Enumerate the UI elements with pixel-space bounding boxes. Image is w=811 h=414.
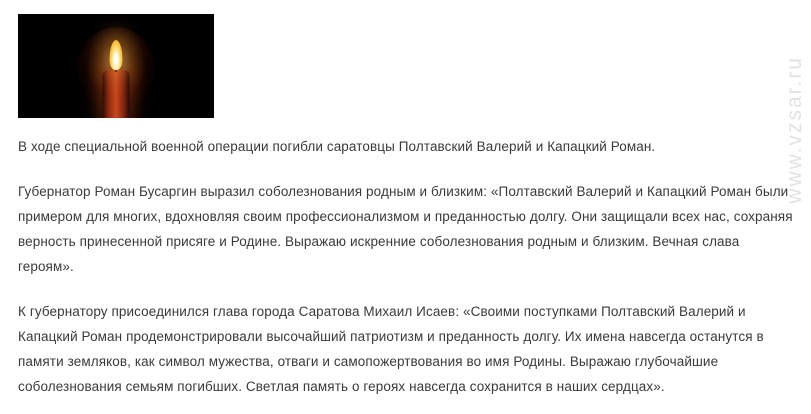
article-paragraph: К губернатору присоединился глава города Саратова Михаил Исаев: «Своими поступками Полтавский Валерий и Капацкий Роман продемонстрировали высочайший патриотизм и преданность долгу. Их имена навсегда останутся в памяти земляков, как символ мужества, отваги и самопожертвования во имя Родины. Выражаю глубочайшие соболезнования семьям погибших. Светлая память о героях навсегда сохранится в наших сердцах». <box>18 304 764 394</box>
article-paragraph: Губернатор Роман Бусаргин выразил соболезнования родным и близким: «Полтавский Валерий и Капацкий Роман были примером для многих, вдохновляя своим профессионализмом и преданностью долгу. Они защищали всех нас, сохраняя верность принесенной присяге и Родине. Выражаю искренние соболезнования родным и близким. Вечная слава героям». <box>18 184 793 274</box>
site-watermark: www.vzsar.ru <box>783 56 806 204</box>
candle-photo <box>18 14 214 118</box>
candle-body-icon <box>103 70 130 118</box>
article-body <box>18 134 793 399</box>
article-paragraph: В ходе специальной военной операции погибли саратовцы Полтавский Валерий и Капацкий Роман. <box>18 139 656 154</box>
candle-flame-core-icon <box>114 52 119 65</box>
